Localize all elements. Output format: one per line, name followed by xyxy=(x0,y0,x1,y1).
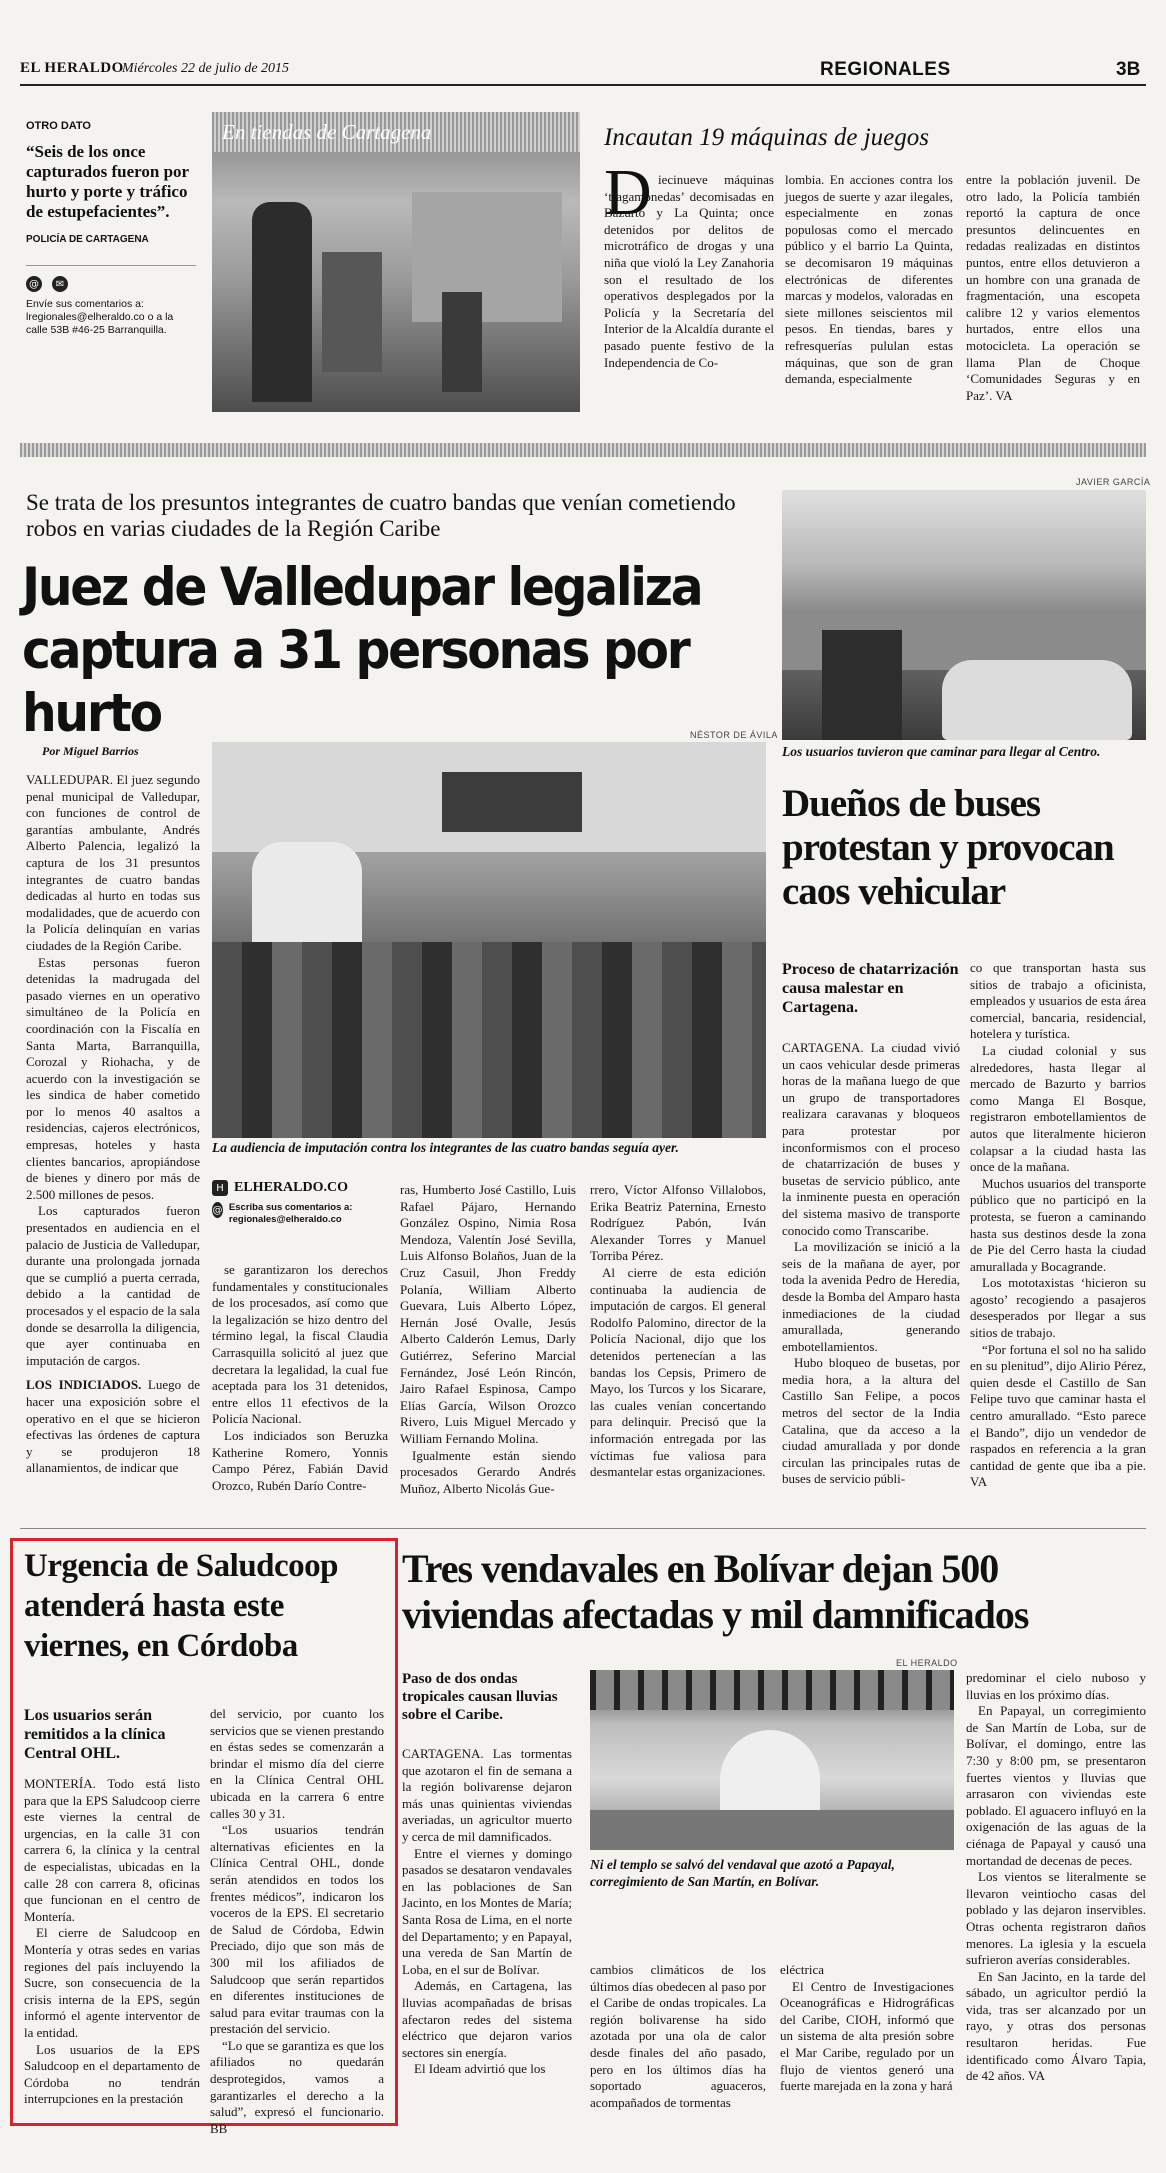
buses-col-2-p1: co que transportan hasta sus sitios de trabajo a oficinista, empleados y usuarios de esta área comercial, bancaria, residencial, hotelera y turística. xyxy=(970,960,1146,1042)
juez-col-1-p2: Estas personas fueron detenidas la madrugada del pasado viernes en un operativo simultáneo de la Policía en coordinación con la Fiscalía en Santa Marta, Barranquilla, Corozal y Riohacha, y de acuerdo con la investigación se les sindica de haber cometido por lo menos 40 asaltos a residencias, cajeros electrónicos, empresas, hoteles y hasta clientes bancarios, apropiándose de bienes y dinero por más de 2.500 millones de pesos. xyxy=(26,954,200,1202)
vendavales-col-1 xyxy=(402,1746,572,2078)
vendavales-col-3 xyxy=(780,1962,954,2095)
buses-photo-credit: JAVIER GARCÍA xyxy=(1076,477,1151,487)
juez-col-1-p1: VALLEDUPAR. El juez segundo penal municipal de Valledupar, con funciones de control de garantías ambulante, Andrés Alberto Palencia, legalizó la captura de los 31 presuntos integrantes de cuatro bandas dedicadas al hurto en todas sus modalidades, que de acuerdo con la Policía delinquían en varias ciudades de la Región Caribe. xyxy=(26,772,200,953)
vendavales-title: Tres vendavales en Bolívar dejan 500 viviendas afectadas y mil damnificados xyxy=(402,1546,1029,1637)
otro-dato-contact: Envíe sus comentarios a: lregionales@elheraldo.co o a la calle 53B #46-25 Barranquilla. xyxy=(26,298,174,336)
vendavales-col-4 xyxy=(966,1670,1146,2085)
juez-col-4 xyxy=(590,1182,766,1481)
otro-dato-quote: “Seis de los once capturados fueron por hurto y porte y tráfico de estupefacientes”. xyxy=(26,142,189,221)
juez-col-1-p4 xyxy=(26,1377,200,1477)
vendavales-col-1-p1: CARTAGENA. Las tormentas que azotaron el fin de semana a la región bolivarense dejaron más unas quinientas viviendas averiadas, un agricultor muerto y cerca de mil damnificados. xyxy=(402,1746,572,1844)
saludcoop-col-2 xyxy=(210,1706,384,2137)
brand-name: ELHERALDO.CO xyxy=(234,1180,348,1195)
incautan-col-3: entre la población juvenil. De otro lado, la Policía también reportó la captura de once presuntos delincuentes en redadas realizadas en distintos puntos, entre ellos detuvieron a un hombre con una granada de fragmentación, una escopeta calibre 12 y varios elementos hurtados, entre ellos una motocicleta. La operación se llama Plan de Choque ‘Comunidades Seguras y en Paz’. VA xyxy=(966,172,1140,403)
saludcoop-col-1-p3: Los usuarios de la EPS Saludcoop en el departamento de Córdoba no tendrán interrupciones en la prestación xyxy=(24,2041,200,2107)
juez-col-2 xyxy=(212,1262,388,1494)
vendavales-photo-credit: EL HERALDO xyxy=(896,1658,958,1668)
buses-caption: Los usuarios tuvieron que caminar para llegar al Centro. xyxy=(782,744,1101,759)
juez-col-2-p2: Los indiciados son Beruzka Katherine Romero, Yonnis Campo Pérez, Fabián David Orozco, Rubén Darío Contre- xyxy=(212,1427,388,1493)
vendavales-col-1-p4: El Ideam advirtió que los xyxy=(414,2061,546,2077)
incautan-title: Incautan 19 máquinas de juegos xyxy=(604,124,929,151)
buses-photo xyxy=(782,490,1146,740)
incautan-col-1: iecinueve máquinas ‘tragamonedas’ decomisadas en Bazurto y La Quinta; once detenidos por delitos de microtráfico de drogas y una niña que violó la Ley Zanahoria son el resultado de los operativos desplegados por la Policía y la Secretaría del Interior de la Alcaldía durante el pasado puente festivo de la Independencia de Co- xyxy=(604,172,774,370)
incautan-dropcap: D xyxy=(604,156,652,229)
buses-col-2-p3: Muchos usuarios del transporte público que no participó en la protesta, se fueron a caminando hasta sus destinos desde la zona de Pie del Cerro hasta la ciudad amurallada y Bocagrande. xyxy=(970,1175,1146,1274)
vendavales-col-4-p4: En San Jacinto, en la tarde del sábado, un agricultor perdió la vida, tras ser alcanzado por un rayo, y otras dos personas resultaron heridas. Fue identificado como Álvaro Tapia, de 42 años. VA xyxy=(966,1968,1146,2084)
vendavales-col-2-p1: cambios climáticos de los últimos días obedecen al paso por el Caribe de ondas tropicales. La región bolivarense ha sido azotada por una ola de calor desde finales del año pasado, pero en los últimos días ha soportado aguaceros, acompañados de tormentas xyxy=(590,1962,766,2110)
brand-contact: Escriba sus comentarios a: regionales@elheraldo.co xyxy=(228,1202,353,1225)
buses-col-2 xyxy=(970,960,1146,1491)
otro-dato-box xyxy=(26,106,196,410)
saludcoop-col-2-p1: del servicio, por cuanto los servicios que se vienen prestando en éstas sedes se comenzarán a brindar el mismo día del cierre en la Clínica Central OHL ubicada en la carrera 6 entre calles 30 y 31. xyxy=(210,1706,385,1821)
masthead-paper: EL HERALDO xyxy=(20,60,124,76)
buses-col-1 xyxy=(782,1040,960,1488)
juez-indiciados-label: LOS INDICIADOS. xyxy=(26,1377,142,1393)
saludcoop-title: Urgencia de Saludcoop atenderá hasta este viernes, en Córdoba xyxy=(24,1548,339,1664)
buses-deck: Proceso de chatarrización causa malestar en Cartagena. xyxy=(782,961,959,1016)
page-number: 3B xyxy=(1116,59,1141,80)
vendavales-col-4-p3: Los vientos se literalmente se llevaron veintiocho casas del poblado y las dejaron inservibles. Otras ochenta registraron daños menores. La iglesia y la escuela sufrieron averías considerables. xyxy=(966,1869,1146,1968)
juez-title: Juez de Valledupar legaliza captura a 31 personas por hurto xyxy=(22,557,702,744)
vendavales-col-2 xyxy=(590,1962,766,2111)
buses-col-1-p2: La movilización se inició a la seis de la mañana de ayer, por toda la avenida Pedro de Heredia, desde la Bomba del Amparo hasta inmediaciones de la ciudad amurallada, generando embotellamientos. xyxy=(782,1239,960,1354)
vendavales-deck: Paso de dos ondas tropicales causan lluvias sobre el Caribe. xyxy=(402,1671,558,1723)
juez-col-1 xyxy=(26,772,200,1477)
cartagena-photo xyxy=(212,112,580,412)
vendavales-col-4-p1: predominar el cielo nuboso y lluvias en los próximo días. xyxy=(966,1670,1146,1702)
elheraldo-web-block xyxy=(212,1180,392,1226)
juez-caption: La audiencia de imputación contra los integrantes de las cuatro bandas seguía ayer. xyxy=(212,1140,679,1155)
juez-col-4-p2: Al cierre de esta edición continuaba la audiencia de imputación de cargos. El general Rodolfo Palomino, director de la Policía Nacional, dijo que los detenidos pertenecían a las bandas los Cepsis, Primero de Mayo, los Turcos y los Sicarare, las cuales venían concertando para delinquir. Precisó que la información entregada por las víctimas fue valiosa para desmantelar estas organizaciones. xyxy=(590,1264,766,1480)
juez-col-3-p2: Igualmente están siendo procesados Gerardo Andrés Muñoz, Alberto Nicolás Gue- xyxy=(400,1447,576,1496)
lower-separator xyxy=(20,1528,1146,1529)
vendavales-photo xyxy=(590,1670,954,1850)
juez-indiciados-text: Luego de hacer una exposición sobre el operativo en el que se hicieron efectivas las órdenes de captura y se produjeron 18 allanamientos, de indicar que xyxy=(26,1377,200,1476)
buses-title: Dueños de buses protestan y provocan caos vehicular xyxy=(782,782,1114,913)
heraldo-logo-icon: H xyxy=(212,1180,228,1196)
juez-col-1-p3: Los capturados fueron presentados en audiencia en el palacio de Justicia de Valledupar, durante una prolongada jornada que se cumplió a puerta cerrada, debido a la cantidad de procesados y el espacio de la sala donde se desarrolla la diligencia, que ayer continuaba en imputación de cargos. xyxy=(26,1203,200,1368)
saludcoop-col-1-p1: MONTERÍA. Todo está listo para que la EPS Saludcoop cierre este viernes la central de urgencias, en la calle 31 con carrera 6, la clínica y la central de especialistas, ubicadas en la calle 28 con carrera 8, oficinas que funcionan en el centro de Montería. xyxy=(24,1776,200,1924)
cartagena-kicker: En tiendas de Cartagena xyxy=(222,120,432,144)
juez-col-3-p1: ras, Humberto José Castillo, Luis Rafael Pájaro, Hernando González Ospino, Nimia Rosa Mendoza, Valentín José Sevilla, Luis Alfonso Bolaños, Juan de la Cruz Casuil, Jhon Freddy Polanía, William Alberto Guevara, Luis Alberto López, Hernán José Ovalle, Jesús Alberto Calderón Lemus, Darly Gutiérrez, Seferino Marcial Fernández, José León Rincón, Jairo Rafael Espinosa, Campo Elías García, Wilson Orozco Rivero, Luis Miguel Mercado y William Fernando Molina. xyxy=(400,1182,576,1446)
buses-col-2-p4: Los mototaxistas ‘hicieron su agosto’ recogiendo a pasajeros desesperados por llegar a sus sitios de trabajo. xyxy=(970,1275,1146,1341)
saludcoop-col-2-p2: “Los usuarios tendrán alternativas eficientes en la Clínica Central OHL, donde serán atendidos en todos los frentes médicos”, indicaron los voceros de la EPS. El secretario de Salud de Córdoba, Edwin Preciado, dijo que son más de 300 mil los afiliados de Saludcoop que serán repartidos en diferentes instituciones de salud para evitar traumas con la prestación del servicio. xyxy=(210,1822,384,2037)
buses-col-2-p2: La ciudad colonial y sus alrededores, hasta llegar al mercado de Bazurto y barrios como Manga El Bosque, registraron embotellamientos de autos que literalmente hicieron colapsar a la ciudad hasta las once de la mañana. xyxy=(970,1042,1146,1175)
masthead-date: Miércoles 22 de julio de 2015 xyxy=(122,61,290,76)
section-band xyxy=(20,443,1146,457)
vendavales-col-1-p2: Entre el viernes y domingo pasados se desataron vendavales en las poblaciones de San Jacinto, en los Montes de María; Santa Rosa de Lima, en el norte del Departamento; y en Papayal, una vereda de San Martín de Loba, en el sur de Bolívar. xyxy=(402,1845,572,1977)
saludcoop-col-2-p3: “Lo que se garantiza es que los afiliados no quedarán desprotegidos, vamos a garantizarles el derecho a la salud”, expresó el funcionario. BB xyxy=(210,2037,384,2136)
buses-col-1-p3: Hubo bloqueo de busetas, por media hora, a la altura del Castillo San Felipe, a pocos metros del sector de la India Catalina, que da acceso a la ciudad amurallada y por donde circulan las principales rutas de buses de servicio públi- xyxy=(782,1355,960,1487)
at-icon: @ xyxy=(26,276,42,292)
juez-photo-credit: NÉSTOR DE ÁVILA xyxy=(690,730,778,740)
otro-dato-label: OTRO DATO xyxy=(26,120,91,132)
saludcoop-deck: Los usuarios serán remitidos a la clínica Central OHL. xyxy=(24,1707,166,1762)
juez-subtitle: Se trata de los presuntos integrantes de cuatro bandas que venían cometiendo robos en varias ciudades de la Región Caribe xyxy=(26,490,736,541)
buses-col-2-p5: “Por fortuna el sol no ha salido en su plenitud”, dijo Alirio Pérez, quien desde el Castillo de San Felipe tuvo que caminar hasta el centro amurallado. “Esto parece el Bando”, dijo un vendedor de raspados en referencia a la gran cantidad de gente que iba a pie. VA xyxy=(970,1341,1146,1490)
juez-col-4-p1: rrero, Víctor Alfonso Villalobos, Erika Beatriz Paternina, Ernesto Rodríguez Pabón, Iván Alexander Torres y Manuel Torriba Pérez. xyxy=(590,1182,766,1264)
vendavales-col-1-p3: Además, en Cartagena, las lluvias acompañadas de brisas afectaron redes del sistema eléctrico que dejaron varios sectores sin energía. xyxy=(402,1978,572,2060)
at-icon: @ xyxy=(212,1202,223,1218)
vendavales-caption: Ni el templo se salvó del vendaval que azotó a Papayal, corregimiento de San Martín, en Bolívar. xyxy=(590,1857,895,1889)
incautan-col-2: lombia. En acciones contra los juegos de suerte y azar ilegales, especialmente en zonas populosas como el mercado público y el barrio La Quinta, se decomisaron 19 máquinas electrónicas de diferentes marcas y modelos, valoradas en siete millones seiscientos mil pesos. En tiendas, bares y refresquerías pululan estas máquinas, que son de gran demanda, especialmente xyxy=(785,172,953,387)
otro-dato-source: POLICÍA DE CARTAGENA xyxy=(26,234,149,245)
vendavales-col-3-p2: El Centro de Investigaciones Oceanográficas e Hidrográficas del Caribe, CIOH, informó que un sistema de alta presión sobre el Mar Caribe, regulado por un flujo de vientos generó una fuerte marejada en la zona y hará xyxy=(780,1978,954,2094)
saludcoop-col-1-p2: El cierre de Saludcoop en Montería y otras sedes en varias regiones del país incluyendo la Sucre, son consecuencia de la crisis interna de la EPS, según informó el agente interventor de la entidad. xyxy=(24,1925,200,2040)
share-icon: ✉ xyxy=(52,276,68,292)
contact-icons xyxy=(26,265,196,292)
buses-col-1-p1: CARTAGENA. La ciudad vivió un caos vehicular desde primeras horas de la mañana luego de que un grupo de transportadores realizara caravanas y bloqueos para protestar por inconformismos con el proceso de chatarrización de buses y busetas de servicio público, ante la inminente puesta en operación del sistema masivo de transporte conocido como Transcaribe. xyxy=(782,1040,960,1238)
juez-col-3 xyxy=(400,1182,576,1497)
vendavales-col-3-p1: eléctrica xyxy=(780,1962,825,1977)
saludcoop-col-1 xyxy=(24,1776,200,2108)
juez-byline: Por Miguel Barrios xyxy=(42,744,139,758)
header-rule xyxy=(20,84,1146,86)
section-name: REGIONALES xyxy=(820,59,951,80)
juez-col-2-p1: se garantizaron los derechos fundamentales y constitucionales de los procesados, así como que la legalización se hizo dentro del término legal, la fiscal Claudia Carrasquilla solicitó al juez que decretara la legalidad, la cual fue aceptada para los 31 detenidos, entre ellos 11 efectivos de la Policía Nacional. xyxy=(212,1262,388,1427)
vendavales-col-4-p2: En Papayal, un corregimiento de San Martín de Loba, sur de Bolívar, el domingo, entre las 7:30 y 8:00 pm, se presentaron fuertes vientos y lluvias que arrasaron con viviendas este poblado. El aguacero influyó en la oxigenación de las aguas de la ciénaga de Papayal y causó una mortandad de decenas de peces. xyxy=(966,1703,1146,1868)
juez-photo xyxy=(212,742,766,1138)
